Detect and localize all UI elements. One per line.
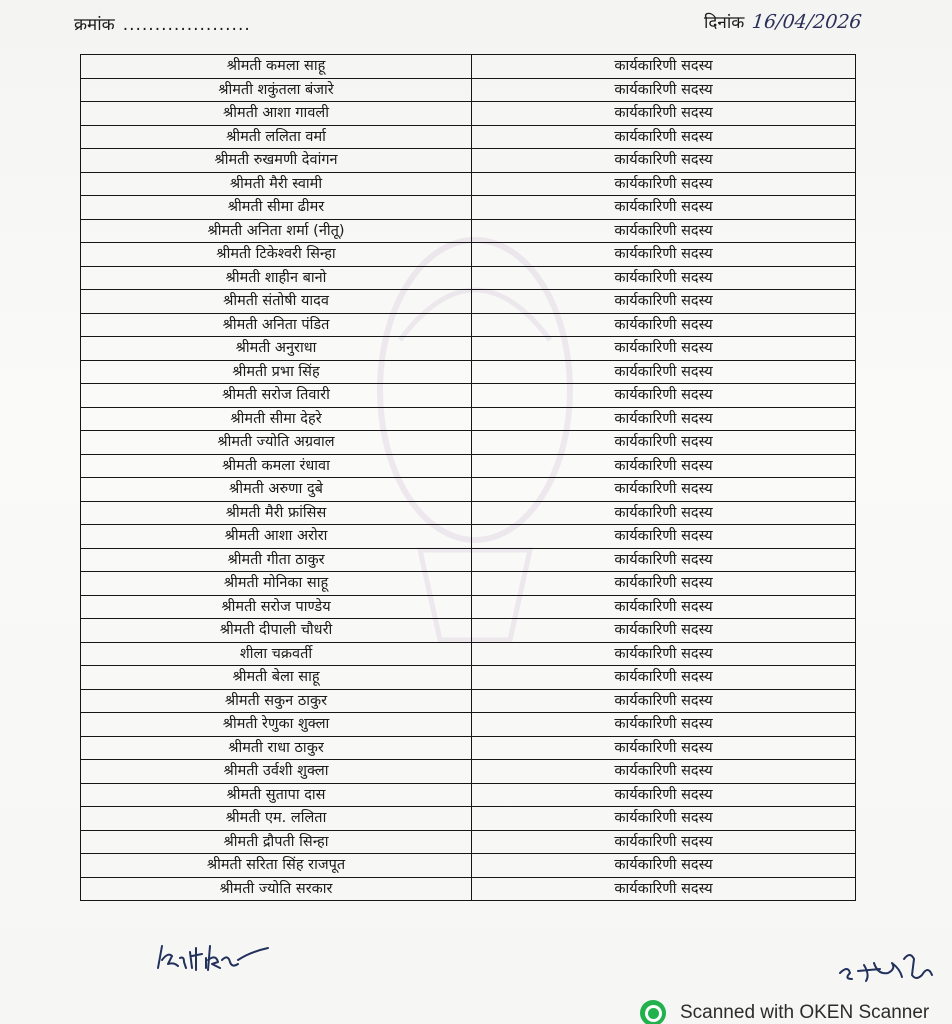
table-row (81, 102, 856, 126)
member-role-cell: कार्यकारिणी सदस्य (472, 830, 856, 854)
member-name-cell: श्रीमती रुखमणी देवांगन (81, 149, 472, 173)
member-name-cell: श्रीमती शकुंतला बंजारे (81, 78, 472, 102)
member-role-cell: कार्यकारिणी सदस्य (472, 666, 856, 690)
member-role-cell: कार्यकारिणी सदस्य (472, 595, 856, 619)
table-row (81, 713, 856, 737)
member-role-cell: कार्यकारिणी सदस्य (472, 384, 856, 408)
member-name-cell: श्रीमती सुतापा दास (81, 783, 472, 807)
table-row (81, 219, 856, 243)
table-row (81, 172, 856, 196)
member-name-cell: श्रीमती मोनिका साहू (81, 572, 472, 596)
member-role-cell: कार्यकारिणी सदस्य (472, 713, 856, 737)
table-row (81, 501, 856, 525)
table-row (81, 196, 856, 220)
table-row (81, 642, 856, 666)
member-name-cell: श्रीमती ज्योति अग्रवाल (81, 431, 472, 455)
scanner-watermark (640, 1000, 929, 1024)
member-role-cell: कार्यकारिणी सदस्य (472, 407, 856, 431)
table-row (81, 266, 856, 290)
member-role-cell: कार्यकारिणी सदस्य (472, 501, 856, 525)
table-row (81, 431, 856, 455)
member-role-cell: कार्यकारिणी सदस्य (472, 290, 856, 314)
member-name-cell: श्रीमती ज्योति सरकार (81, 877, 472, 901)
member-name-cell: श्रीमती मैरी फ्रांसिस (81, 501, 472, 525)
member-role-cell: कार्यकारिणी सदस्य (472, 266, 856, 290)
member-name-cell: शीला चक्रवर्ती (81, 642, 472, 666)
member-role-cell: कार्यकारिणी सदस्य (472, 360, 856, 384)
member-name-cell: श्रीमती कमला साहू (81, 55, 472, 79)
member-name-cell: श्रीमती बेला साहू (81, 666, 472, 690)
table-row (81, 807, 856, 831)
member-role-cell: कार्यकारिणी सदस्य (472, 313, 856, 337)
member-name-cell: श्रीमती टिकेश्वरी सिन्हा (81, 243, 472, 267)
table-row (81, 290, 856, 314)
table-row (81, 478, 856, 502)
table-row (81, 525, 856, 549)
member-role-cell: कार्यकारिणी सदस्य (472, 619, 856, 643)
table-row (81, 595, 856, 619)
member-name-cell: श्रीमती अरुणा दुबे (81, 478, 472, 502)
member-role-cell: कार्यकारिणी सदस्य (472, 642, 856, 666)
table-row (81, 619, 856, 643)
member-role-cell: कार्यकारिणी सदस्य (472, 431, 856, 455)
member-role-cell: कार्यकारिणी सदस्य (472, 454, 856, 478)
member-name-cell: श्रीमती आशा अरोरा (81, 525, 472, 549)
member-role-cell: कार्यकारिणी सदस्य (472, 736, 856, 760)
table-row (81, 384, 856, 408)
table-row (81, 548, 856, 572)
member-role-cell: कार्यकारिणी सदस्य (472, 760, 856, 784)
table-row (81, 407, 856, 431)
date-label: दिनांक (704, 13, 745, 33)
table-row (81, 125, 856, 149)
member-name-cell: श्रीमती अनिता पंडित (81, 313, 472, 337)
table-row (81, 830, 856, 854)
table-row (81, 783, 856, 807)
member-role-cell: कार्यकारिणी सदस्य (472, 149, 856, 173)
member-role-cell: कार्यकारिणी सदस्य (472, 172, 856, 196)
table-row (81, 454, 856, 478)
member-name-cell: श्रीमती संतोषी यादव (81, 290, 472, 314)
member-name-cell: श्रीमती सीमा ढीमर (81, 196, 472, 220)
member-name-cell: श्रीमती अनुराधा (81, 337, 472, 361)
date-field (704, 10, 862, 33)
signature-kritika (150, 938, 280, 983)
table-row (81, 243, 856, 267)
oken-scanner-logo-icon (640, 1000, 666, 1024)
member-role-cell: कार्यकारिणी सदस्य (472, 572, 856, 596)
member-role-cell: कार्यकारिणी सदस्य (472, 478, 856, 502)
date-value: 16/04/2026 (751, 11, 863, 33)
table-row (81, 55, 856, 79)
member-name-cell: श्रीमती आशा गावली (81, 102, 472, 126)
member-role-cell: कार्यकारिणी सदस्य (472, 102, 856, 126)
member-name-cell: श्रीमती कमला रंधावा (81, 454, 472, 478)
signature-right (830, 945, 945, 990)
members-table-body (81, 55, 856, 901)
table-row (81, 78, 856, 102)
member-role-cell: कार्यकारिणी सदस्य (472, 78, 856, 102)
member-name-cell: श्रीमती सकुन ठाकुर (81, 689, 472, 713)
member-name-cell: श्रीमती अनिता शर्मा (नीतू) (81, 219, 472, 243)
member-name-cell: श्रीमती ललिता वर्मा (81, 125, 472, 149)
member-name-cell: श्रीमती उर्वशी शुक्ला (81, 760, 472, 784)
member-role-cell: कार्यकारिणी सदस्य (472, 219, 856, 243)
table-row (81, 854, 856, 878)
members-table (80, 54, 856, 901)
table-row (81, 736, 856, 760)
table-row (81, 760, 856, 784)
member-role-cell: कार्यकारिणी सदस्य (472, 854, 856, 878)
member-name-cell: श्रीमती सीमा देहरे (81, 407, 472, 431)
table-row (81, 689, 856, 713)
member-role-cell: कार्यकारिणी सदस्य (472, 548, 856, 572)
member-role-cell: कार्यकारिणी सदस्य (472, 243, 856, 267)
member-name-cell: श्रीमती रेणुका शुक्ला (81, 713, 472, 737)
table-row (81, 877, 856, 901)
member-role-cell: कार्यकारिणी सदस्य (472, 337, 856, 361)
member-name-cell: श्रीमती गीता ठाकुर (81, 548, 472, 572)
member-name-cell: श्रीमती द्रौपती सिन्हा (81, 830, 472, 854)
table-row (81, 572, 856, 596)
scanner-text: Scanned with OKEN Scanner (680, 1002, 930, 1023)
member-role-cell: कार्यकारिणी सदस्य (472, 807, 856, 831)
member-name-cell: श्रीमती सरोज तिवारी (81, 384, 472, 408)
member-name-cell: श्रीमती एम. ललिता (81, 807, 472, 831)
member-name-cell: श्रीमती राधा ठाकुर (81, 736, 472, 760)
member-role-cell: कार्यकारिणी सदस्य (472, 525, 856, 549)
serial-dots: .................... (122, 15, 251, 35)
table-row (81, 313, 856, 337)
member-role-cell: कार्यकारिणी सदस्य (472, 196, 856, 220)
member-role-cell: कार्यकारिणी सदस्य (472, 689, 856, 713)
member-name-cell: श्रीमती सरिता सिंह राजपूत (81, 854, 472, 878)
member-name-cell: श्रीमती सरोज पाण्डेय (81, 595, 472, 619)
member-name-cell: श्रीमती प्रभा सिंह (81, 360, 472, 384)
member-role-cell: कार्यकारिणी सदस्य (472, 125, 856, 149)
table-row (81, 666, 856, 690)
serial-label: क्रमांक (74, 15, 115, 35)
member-role-cell: कार्यकारिणी सदस्य (472, 55, 856, 79)
member-name-cell: श्रीमती दीपाली चौधरी (81, 619, 472, 643)
member-name-cell: श्रीमती शाहीन बानो (81, 266, 472, 290)
member-name-cell: श्रीमती मैरी स्वामी (81, 172, 472, 196)
table-row (81, 337, 856, 361)
table-row (81, 149, 856, 173)
member-role-cell: कार्यकारिणी सदस्य (472, 877, 856, 901)
table-row (81, 360, 856, 384)
member-role-cell: कार्यकारिणी सदस्य (472, 783, 856, 807)
serial-number-field (74, 12, 251, 35)
